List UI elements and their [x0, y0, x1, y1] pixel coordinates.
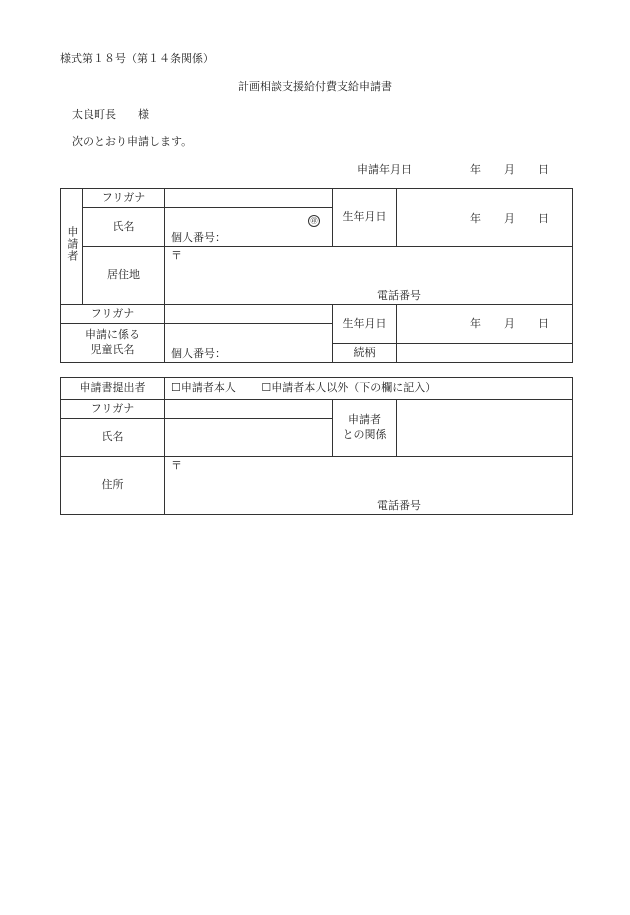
submitter-phone-label: 電話番号	[377, 499, 421, 512]
applicant-birthdate-label: 生年月日	[333, 189, 397, 247]
applicant-address-label: 居住地	[83, 247, 165, 305]
submitter-other-checkbox[interactable]: ☐申請者本人以外（下の欄に記入）	[261, 381, 437, 395]
submitter-table	[60, 377, 573, 515]
applicant-section-label: 申請者	[61, 189, 83, 305]
child-birthdate-label: 生年月日	[333, 305, 397, 344]
submitter-address-field[interactable]	[165, 457, 573, 515]
child-relationship-field[interactable]	[397, 344, 573, 363]
submitter-name-label: 氏名	[61, 419, 165, 457]
applicant-birthdate-field[interactable]: 年 月 日	[397, 189, 573, 247]
postal-mark: 〒	[171, 249, 182, 262]
child-personal-number-label: 個人番号：	[171, 347, 226, 360]
applicant-table	[60, 188, 573, 363]
seal-mark-icon: ㊞	[308, 215, 320, 227]
submitter-name-field[interactable]	[165, 419, 333, 457]
submitter-relation-field[interactable]	[397, 400, 573, 457]
submitter-self-checkbox[interactable]: ☐申請者本人	[171, 381, 236, 395]
intro-text: 次のとおり申請します。	[72, 135, 193, 148]
applicant-furigana-label: フリガナ	[83, 189, 165, 208]
application-date-label: 申請年月日	[357, 163, 412, 176]
submitter-options	[165, 378, 573, 400]
application-date-year[interactable]: 年	[470, 163, 481, 176]
submitter-label: 申請書提出者	[61, 378, 165, 400]
application-date-day[interactable]: 日	[538, 163, 549, 176]
child-name-label: 申請に係る 児童氏名	[61, 324, 165, 363]
applicant-address-field[interactable]	[165, 247, 573, 305]
applicant-name-field[interactable]	[165, 208, 333, 247]
applicant-phone-label: 電話番号	[377, 289, 421, 302]
application-date-month[interactable]: 月	[504, 163, 515, 176]
applicant-name-label: 氏名	[83, 208, 165, 247]
submitter-furigana-field[interactable]	[165, 400, 333, 419]
document-title: 計画相談支援給付費支給申請書	[238, 80, 392, 93]
submitter-furigana-label: フリガナ	[61, 400, 165, 419]
child-furigana-field[interactable]	[165, 305, 333, 324]
child-relationship-label: 続柄	[333, 344, 397, 363]
submitter-postal-mark: 〒	[171, 459, 182, 472]
child-name-field[interactable]	[165, 324, 333, 363]
form-number: 様式第１８号（第１４条関係）	[60, 52, 214, 65]
submitter-address-label: 住所	[61, 457, 165, 515]
addressee: 太良町長 様	[72, 108, 149, 121]
child-furigana-label: フリガナ	[61, 305, 165, 324]
child-birthdate-field[interactable]: 年 月 日	[397, 305, 573, 344]
submitter-relation-label: 申請者 との関係	[333, 400, 397, 457]
applicant-furigana-field[interactable]	[165, 189, 333, 208]
applicant-personal-number-label: 個人番号：	[171, 231, 226, 244]
